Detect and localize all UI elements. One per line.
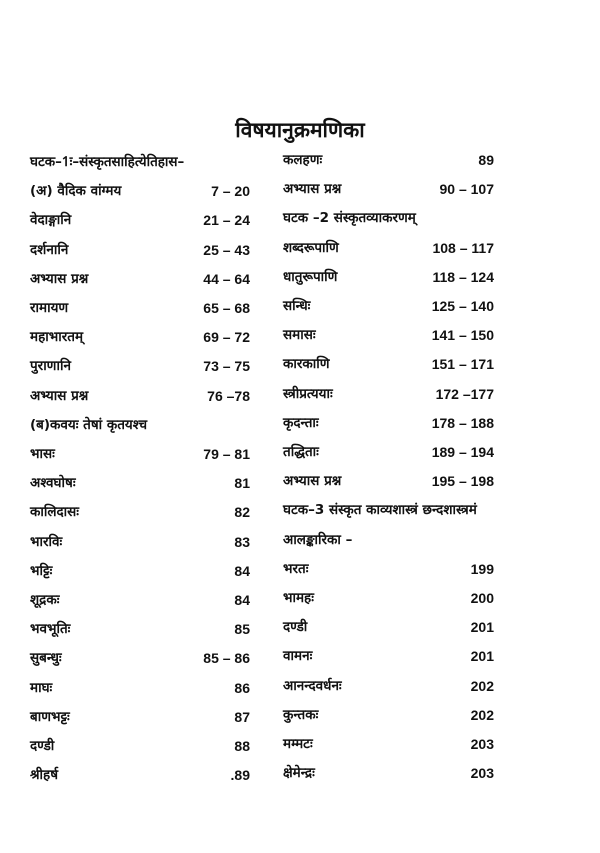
toc-entry [283, 266, 494, 288]
toc-entry-pages: 85 – 86 [203, 650, 250, 667]
toc-entry-label: अभ्यास प्रश्न [30, 387, 89, 404]
toc-entry [30, 268, 250, 290]
toc-entry-pages: 118 – 124 [432, 268, 494, 285]
toc-entry [30, 501, 250, 523]
toc-entry [30, 297, 250, 319]
toc-entry-label: दण्डी [283, 619, 308, 636]
toc-entry-label: शूद्रकः [30, 592, 60, 608]
toc-entry-pages: 44 – 64 [203, 270, 250, 287]
toc-entry-pages: 21 – 24 [203, 212, 250, 229]
toc-entry-pages: 82 [234, 504, 250, 521]
toc-entry-pages: 195 – 198 [431, 473, 494, 490]
toc-entry-label: रामायण [30, 300, 69, 316]
toc-entry [283, 616, 494, 638]
toc-entry-label: दर्शनानि [30, 241, 69, 258]
toc-entry-pages: 151 – 171 [431, 356, 494, 373]
toc-entry [30, 326, 250, 348]
toc-entry-label: वेदाङ्गानि [30, 212, 72, 229]
toc-entry-label: सुबन्धुः [30, 650, 62, 667]
toc-entry-pages: 81 [234, 475, 250, 492]
toc-entry-pages: 76 –78 [207, 387, 250, 404]
toc-entry [30, 589, 250, 611]
toc-entry-label: कालिदासः [30, 504, 80, 521]
toc-entry-pages: 84 [234, 562, 250, 579]
toc-entry-label: (ब)कवयः तेषां कृतयश्च [30, 416, 148, 433]
toc-entry-label: भरतः [283, 560, 309, 577]
toc-entry-label: भारविः [30, 533, 63, 550]
toc-entry-label: मम्मटः [283, 736, 313, 752]
toc-entry-pages: 25 – 43 [203, 241, 250, 258]
toc-entry-label: भासः [30, 446, 55, 462]
toc-entry-pages: 79 – 81 [203, 446, 250, 462]
toc-entry-label: कृदन्ताः [283, 414, 319, 431]
toc-entry [283, 645, 494, 667]
toc-entry-pages: 141 – 150 [431, 327, 494, 344]
toc-entry [30, 531, 250, 553]
toc-entry-pages: 69 – 72 [203, 329, 250, 346]
toc-entry-pages: 7 – 20 [211, 183, 250, 200]
toc-entry-pages: 203 [470, 765, 494, 782]
toc-entry-label: बाणभट्टः [30, 708, 70, 725]
toc-entry [30, 443, 250, 465]
toc-entry-pages: 84 [234, 592, 250, 608]
toc-entry-pages: 202 [470, 677, 494, 694]
toc-entry-label: स्त्रीप्रत्ययाः [283, 385, 333, 402]
toc-entry [30, 677, 250, 699]
toc-entry-label: भवभूतिः [30, 621, 71, 638]
toc-entry-label: वामनः [283, 648, 313, 665]
toc-entry [30, 180, 250, 202]
toc-entry-pages: 201 [470, 648, 494, 665]
toc-entry-pages: 189 – 194 [431, 444, 494, 460]
toc-entry [30, 706, 250, 728]
toc-entry-pages: 89 [478, 152, 494, 168]
toc-entry-label: कारकाणि [283, 356, 330, 373]
toc-entry [283, 149, 494, 171]
toc-entry [283, 762, 494, 784]
toc-entry-label: अश्वघोषः [30, 475, 76, 492]
toc-entry [30, 735, 250, 757]
toc-entry [30, 560, 250, 582]
toc-entry [30, 209, 250, 231]
toc-entry-pages: 65 – 68 [203, 300, 250, 316]
toc-entry [283, 207, 494, 229]
toc-entry [30, 618, 250, 640]
toc-entry-label: आनन्दवर्धनः [283, 677, 342, 694]
toc-entry-pages: 88 [234, 738, 250, 754]
toc-entry-label: श्रीहर्ष [30, 767, 59, 784]
toc-entry-pages: 203 [470, 736, 494, 752]
toc-entry-label: कुन्तकः [283, 706, 319, 723]
toc-entry [283, 587, 494, 609]
toc-entry [283, 353, 494, 375]
toc-entry-pages: 87 [234, 708, 250, 725]
toc-entry-pages: .89 [230, 767, 250, 784]
toc-entry-pages: 178 – 188 [431, 414, 494, 431]
toc-entry-label: सन्धिः [283, 298, 311, 314]
toc-entry [30, 151, 250, 173]
toc-entry [283, 529, 494, 551]
toc-entry [30, 647, 250, 669]
toc-entry-pages: 172 –177 [435, 385, 494, 402]
toc-entry-label: (अ) वैदिक वांग्मय [30, 183, 122, 200]
toc-entry-label: शब्दरूपाणि [283, 239, 339, 256]
toc-entry-label: तद्धिताः [283, 444, 319, 460]
toc-entry [30, 472, 250, 494]
toc-entry [283, 704, 494, 726]
toc-entry-pages: 83 [234, 533, 250, 550]
toc-entry-pages: 73 – 75 [203, 358, 250, 375]
toc-entry [283, 675, 494, 697]
toc-entry-label: पुराणानि [30, 358, 71, 375]
toc-entry-label: अभ्यास प्रश्न [283, 473, 342, 490]
toc-entry-label: अभ्यास प्रश्न [30, 270, 89, 287]
toc-entry-label: घटक–1ः–संस्कृतसाहित्येतिहास– [30, 154, 185, 170]
toc-entry [283, 558, 494, 580]
toc-entry-label: भट्टिः [30, 562, 53, 579]
toc-entry-label: धातुरूपाणि [283, 268, 338, 285]
toc-entry-label: कलहणः [283, 152, 323, 168]
toc-entry [283, 499, 494, 521]
toc-entry [283, 324, 494, 346]
toc-entry-pages: 108 – 117 [432, 239, 494, 256]
toc-entry-label: भामहः [283, 590, 314, 606]
toc-entry [283, 383, 494, 405]
toc-entry-label: आलङ्कारिका – [283, 531, 353, 548]
toc-entry-label: दण्डी [30, 738, 55, 754]
toc-entry-label: महाभारतम् [30, 329, 84, 346]
toc-entry [283, 733, 494, 755]
toc-entry [283, 470, 494, 492]
toc-entry [30, 414, 250, 436]
toc-entry-pages: 201 [470, 619, 494, 636]
toc-entry [30, 764, 250, 786]
toc-entry [283, 295, 494, 317]
toc-entry-label: माघः [30, 679, 53, 696]
toc-entry-label: घटक –2 संस्कृतव्याकरणम् [283, 210, 416, 227]
toc-entry [30, 355, 250, 377]
toc-entry-pages: 200 [470, 590, 494, 606]
toc-entry [283, 178, 494, 200]
toc-entry-pages: 86 [234, 679, 250, 696]
toc-entry-pages: 125 – 140 [431, 298, 494, 314]
toc-entry [283, 441, 494, 463]
toc-entry-pages: 202 [470, 706, 494, 723]
toc-entry-label: घटक–3 संस्कृत काव्यशास्त्रं छन्दशास्त्रमं [283, 502, 477, 519]
toc-entry [30, 385, 250, 407]
toc-entry-label: अभ्यास प्रश्न [283, 181, 342, 198]
toc-entry-pages: 90 – 107 [439, 181, 494, 198]
toc-entry-label: क्षेमेन्द्रः [283, 765, 315, 782]
toc-entry [283, 237, 494, 259]
toc-entry-pages: 85 [234, 621, 250, 638]
page-title: विषयानुक्रमणिका [235, 118, 365, 142]
toc-entry-label: समासः [283, 327, 316, 344]
toc-entry-pages: 199 [470, 560, 494, 577]
toc-entry [30, 239, 250, 261]
toc-entry [283, 412, 494, 434]
